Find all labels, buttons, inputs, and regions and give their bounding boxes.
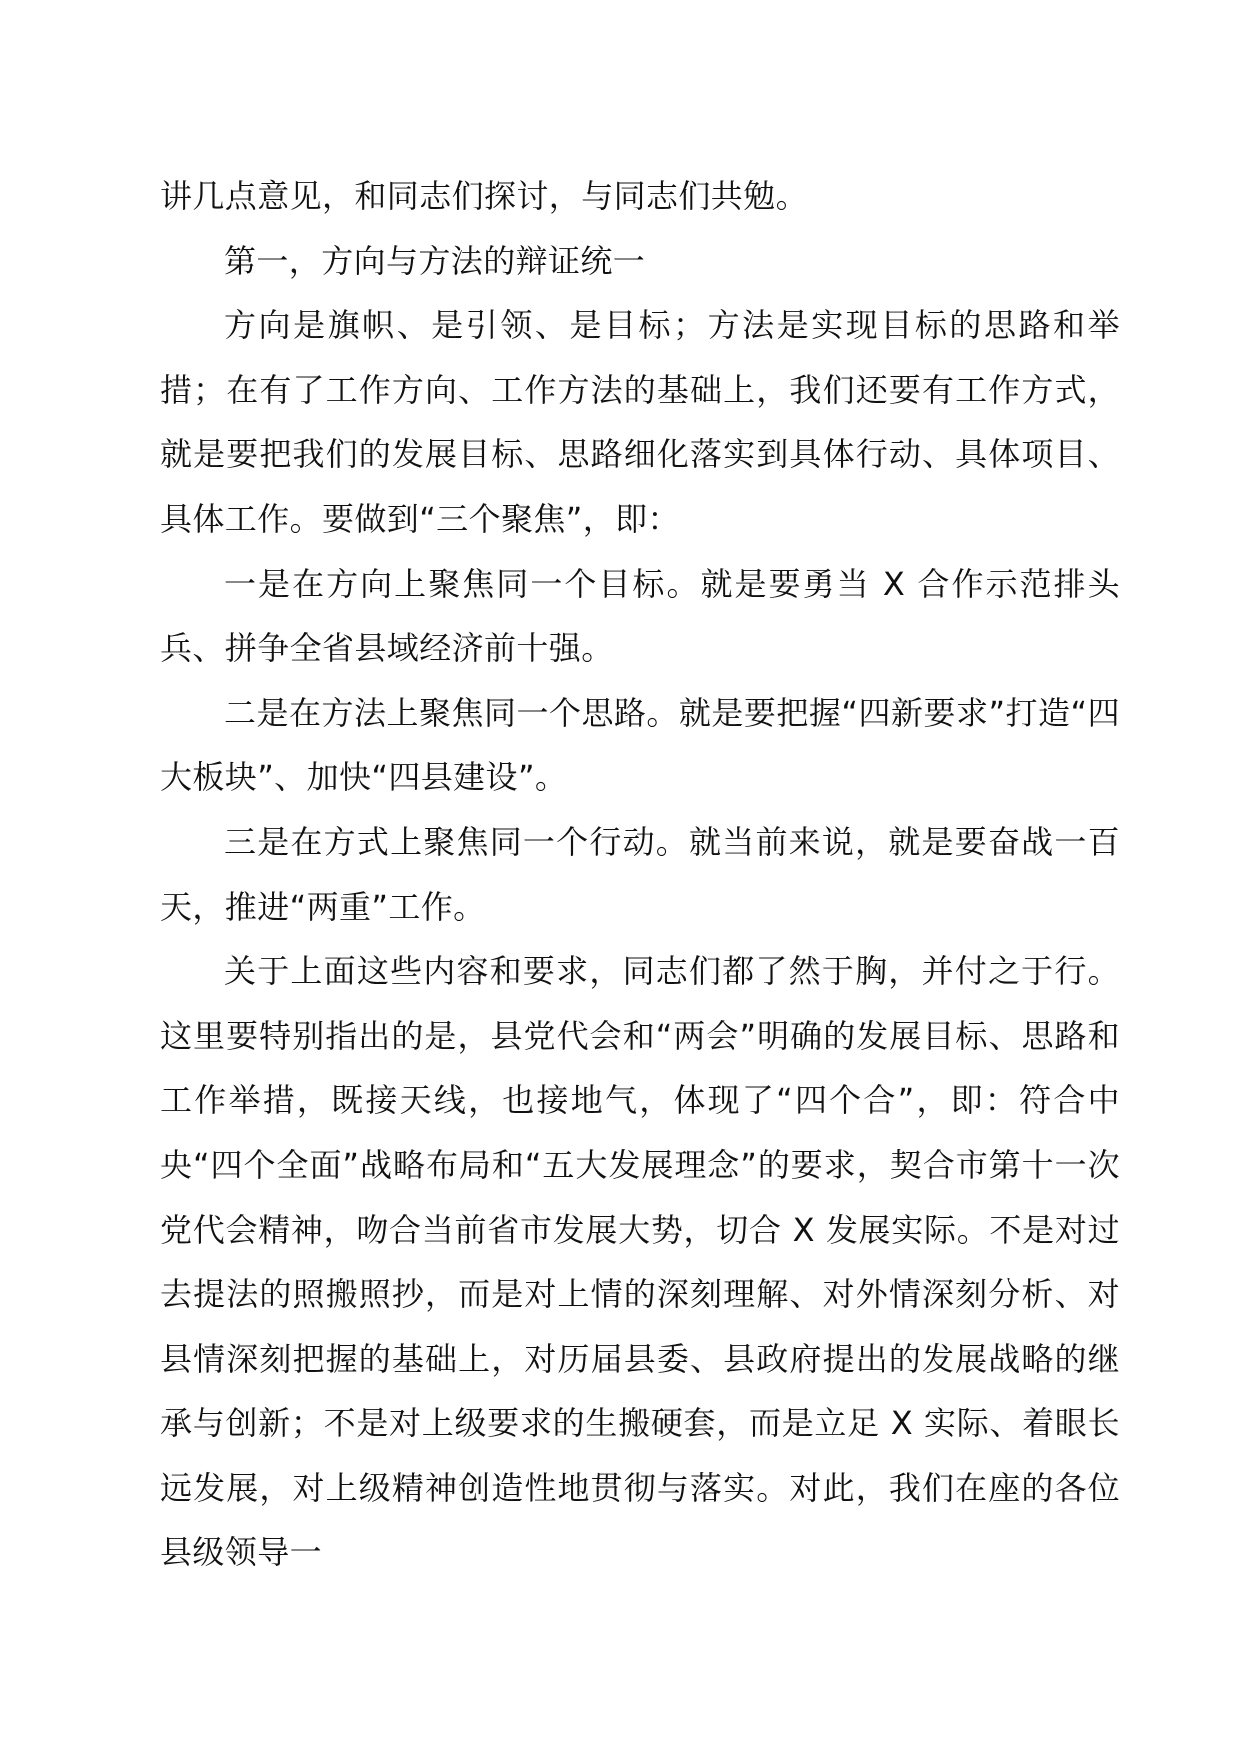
paragraph-5: 二是在方法上聚焦同一个思路。就是要把握“四新要求”打造“四大板块”、加快“四县建设”。: [160, 693, 1120, 797]
section-heading: 第一，方向与方法的辩证统一: [224, 241, 646, 280]
paragraph-1: 讲几点意见，和同志们探讨，与同志们共勉。: [160, 177, 809, 215]
paragraph-4: 一是在方向上聚焦同一个目标。就是要勇当 X 合作示范排头兵、拼争全省县域经济前十强。: [160, 564, 1120, 668]
paragraph-3: 方向是旗帜、是引领、是目标；方法是实现目标的思路和举措；在有了工作方向、工作方法的基础上，我们还要有工作方式，就是要把我们的发展目标、思路细化落实到具体行动、具体项目、具体工作。要做到“三个聚焦”，即：: [160, 306, 1120, 538]
body-text: [160, 164, 1120, 1585]
paragraph-7: 关于上面这些内容和要求，同志们都了然于胸，并付之于行。这里要特别指出的是，县党代会和“两会”明确的发展目标、思路和工作举措，既接天线，也接地气，体现了“四个合”，即：符合中央“四个全面”战略布局和“五大发展理念”的要求，契合市第十一次党代会精神，吻合当前省市发展大势，切合 X 发展实际。不是对过去提法的照搬照抄，而是对上情的深刻理解、对外情深刻分析、对县情深刻把握的基础上，对历届县委、县政府提出的发展战略的继承与创新；不是对上级要求的生搬硬套，而是立足 X 实际、着眼长远发展，对上级精神创造性地贯彻与落实。对此，我们在座的各位县级领导一: [160, 952, 1120, 1572]
paragraph-6: 三是在方式上聚焦同一个行动。就当前来说，就是要奋战一百天，推进“两重”工作。: [160, 822, 1120, 926]
